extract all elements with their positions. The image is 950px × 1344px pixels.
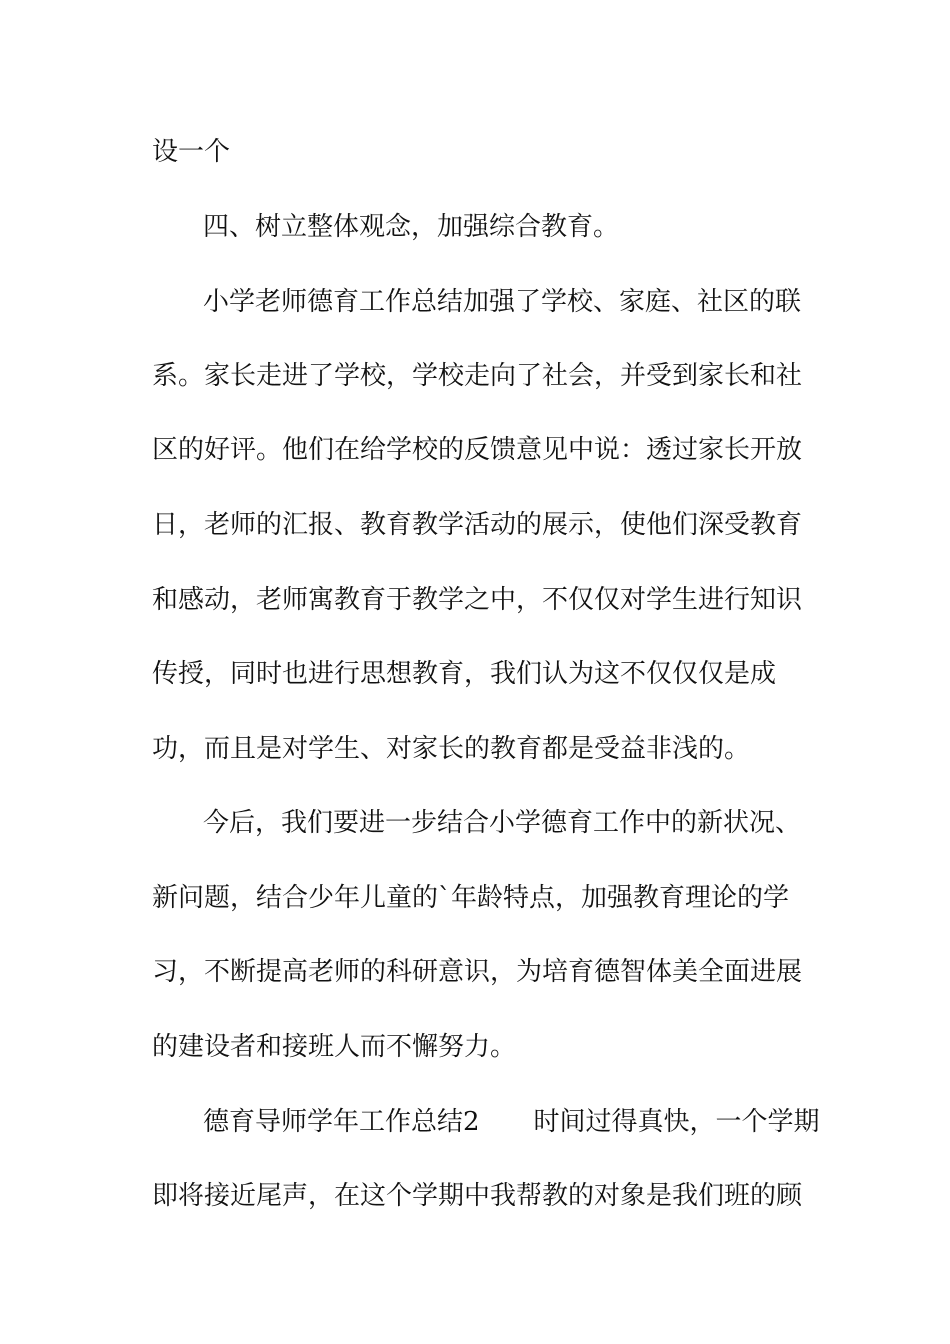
section-heading: 四、树立整体观念，加强综合教育。 — [203, 212, 620, 242]
text-span: 时间过得真快，一个学期 — [533, 1107, 820, 1137]
text-line: 功，而且是对学生、对家长的教育都是受益非浅的。 — [152, 734, 751, 764]
text-line: 的建设者和接班人而不懈努力。 — [152, 1032, 517, 1062]
section-title: 德育导师学年工作总结2 — [203, 1107, 480, 1137]
text-line: 设一个 — [152, 137, 231, 167]
text-line: 习，不断提高老师的科研意识，为培育德智体美全面进展 — [152, 957, 803, 987]
text-line: 小学老师德育工作总结加强了学校、家庭、社区的联 — [203, 287, 802, 317]
text-line: 新问题，结合少年儿童的`年龄特点，加强教育理论的学 — [152, 883, 790, 913]
text-line — [203, 1102, 820, 1142]
text-line: 和感动，老师寓教育于教学之中，不仅仅对学生进行知识 — [152, 585, 803, 615]
text-line: 系。家长走进了学校，学校走向了社会，并受到家长和社 — [152, 361, 803, 391]
text-line: 今后，我们要进一步结合小学德育工作中的新状况、 — [203, 808, 802, 838]
text-line: 区的好评。他们在给学校的反馈意见中说：透过家长开放 — [152, 435, 803, 465]
text-line: 日，老师的汇报、教育教学活动的展示，使他们深受教育 — [152, 510, 803, 540]
text-line: 即将接近尾声，在这个学期中我帮教的对象是我们班的顾 — [152, 1181, 803, 1211]
text-line: 传授，同时也进行思想教育，我们认为这不仅仅仅是成 — [152, 659, 777, 689]
